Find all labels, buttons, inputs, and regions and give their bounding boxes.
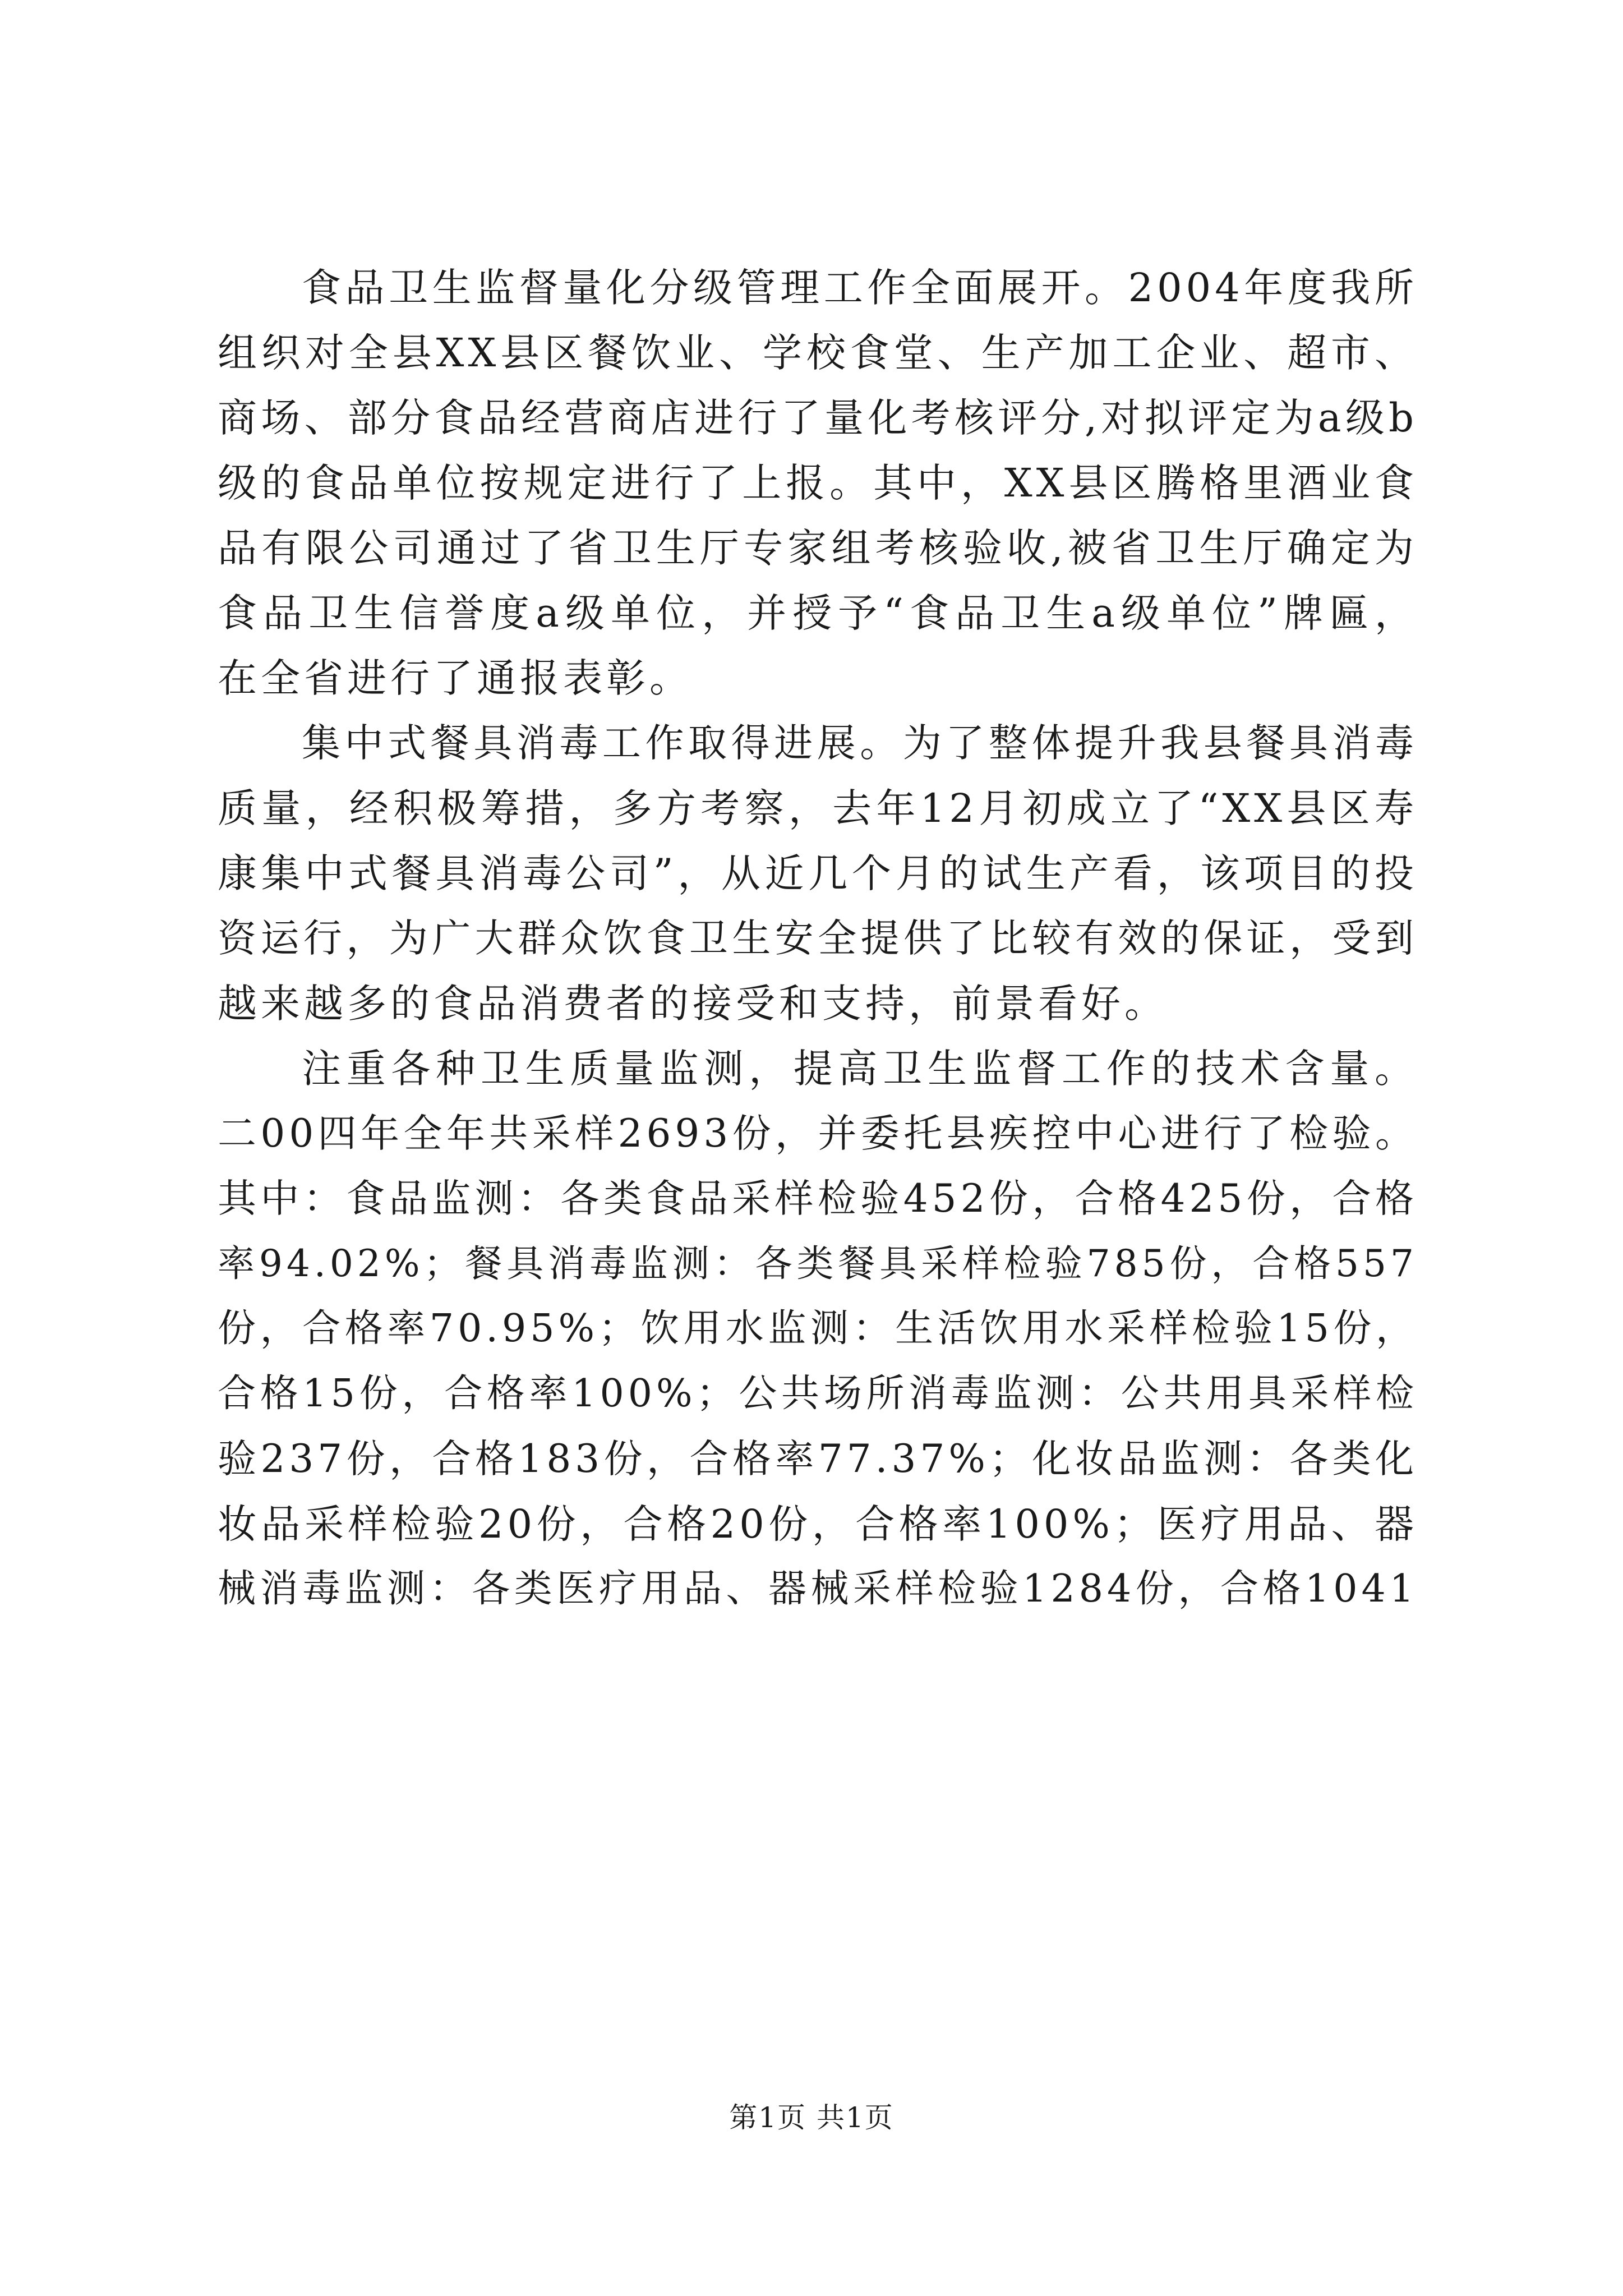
text-line: 食品卫生信誉度a级单位，并授予“食品卫生a级单位”牌匾， (218, 590, 1418, 636)
page-number-footer: 第1页 共1页 (729, 2101, 894, 2134)
text-line: 资运行，为广大群众饮食卫生安全提供了比较有效的保证，受到 (218, 916, 1418, 961)
text-line: 合格15份，合格率100%；公共场所消毒监测：公共用具采样检 (218, 1372, 1418, 1416)
paragraph-quality-monitoring (218, 1036, 1418, 1622)
text-line: 食品卫生监督量化分级管理工作全面展开。2004年度我所 (302, 265, 1418, 311)
text-line: 份，合格率70.95%；饮用水监测：生活饮用水采样检验15份， (218, 1306, 1418, 1351)
document-body (218, 255, 1418, 1622)
paragraph-tableware-disinfection (218, 711, 1418, 1036)
text-line: 级的食品单位按规定进行了上报。其中，XX县区腾格里酒业食 (218, 460, 1418, 506)
text-line: 验237份，合格183份，合格率77.37%；化妆品监测：各类化 (218, 1437, 1418, 1481)
text-line: 集中式餐具消毒工作取得进展。为了整体提升我县餐具消毒 (302, 721, 1418, 766)
text-line: 率94.02%；餐具消毒监测：各类餐具采样检验785份，合格557 (218, 1242, 1418, 1285)
text-line: 妆品采样检验20份，合格20份，合格率100%；医疗用品、器 (218, 1501, 1418, 1547)
text-line: 质量，经积极筹措，多方考察，去年12月初成立了“XX县区寿 (218, 785, 1418, 831)
text-line: 在全省进行了通报表彰。 (218, 655, 693, 701)
text-line: 其中：食品监测：各类食品采样检验452份，合格425份，合格 (218, 1176, 1418, 1221)
text-line: 械消毒监测：各类医疗用品、器械采样检验1284份，合格1041 (218, 1567, 1418, 1611)
text-line: 组织对全县XX县区餐饮业、学校食堂、生产加工企业、超市、 (218, 330, 1418, 376)
text-line: 注重各种卫生质量监测，提高卫生监督工作的技术含量。 (302, 1046, 1418, 1092)
text-line: 二00四年全年共采样2693份，并委托县疾控中心进行了检验。 (218, 1111, 1418, 1156)
text-line: 商场、部分食品经营商店进行了量化考核评分,对拟评定为a级b (218, 395, 1418, 441)
text-line: 越来越多的食品消费者的接受和支持，前景看好。 (218, 981, 1168, 1027)
text-line: 品有限公司通过了省卫生厅专家组考核验收,被省卫生厅确定为 (218, 525, 1418, 571)
paragraph-quantified-management (218, 255, 1418, 711)
text-line: 康集中式餐具消毒公司”，从近几个月的试生产看，该项目的投 (218, 850, 1418, 896)
